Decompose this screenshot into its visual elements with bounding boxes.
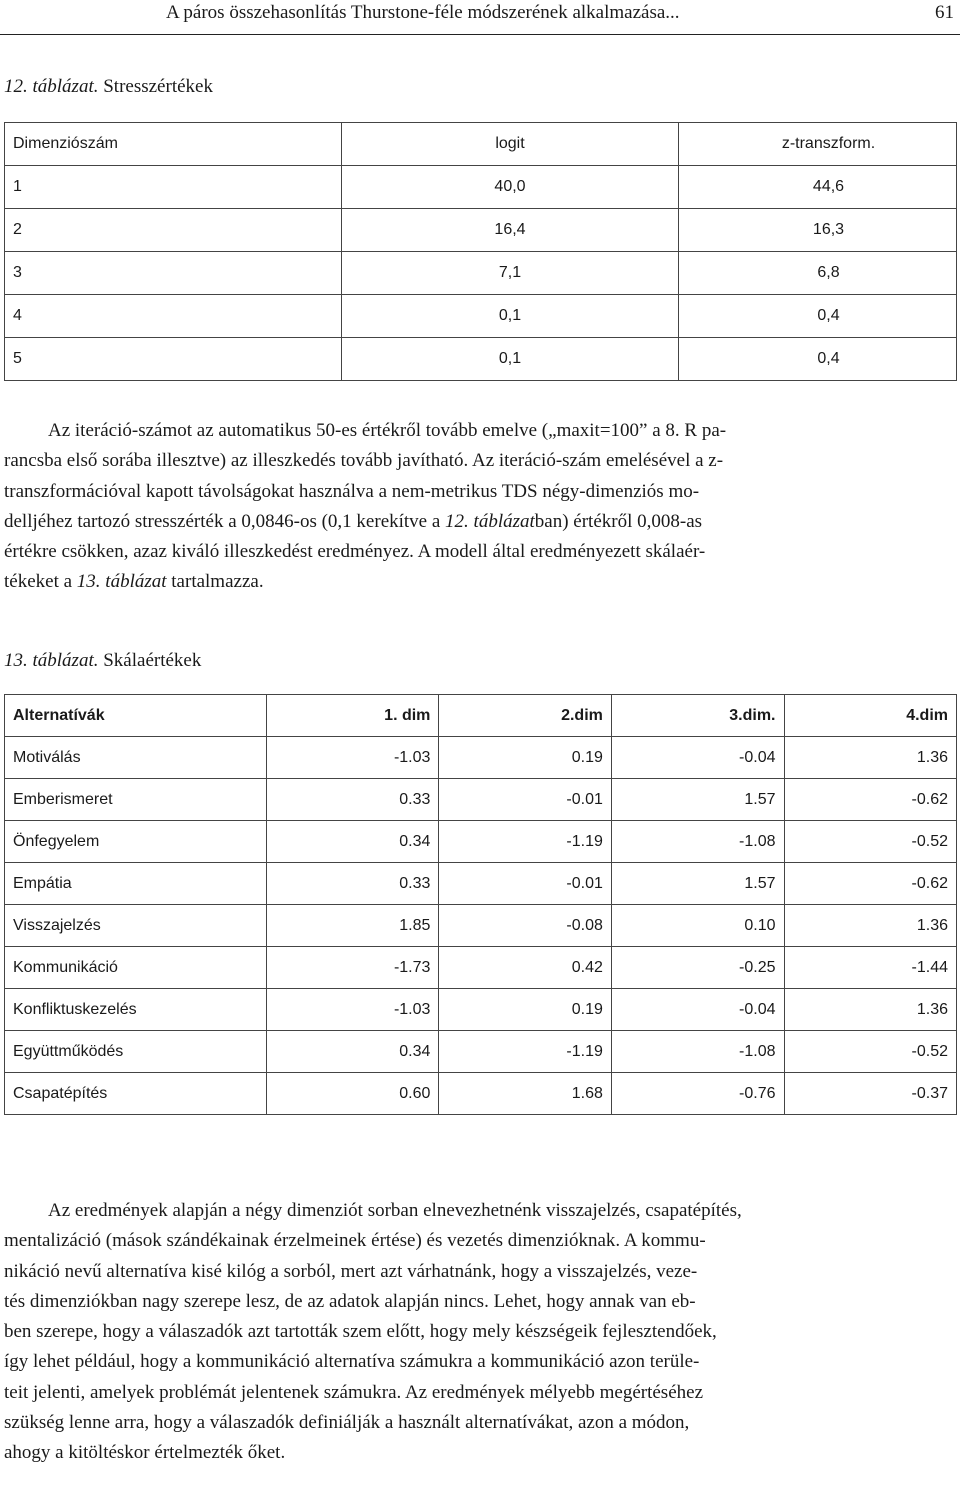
table-cell: 0.33 (267, 779, 439, 821)
table-cell: -0.76 (611, 1073, 784, 1115)
paragraph-results (4, 1196, 956, 1469)
text-line: nikáció nevű alternatíva kisé kilóg a sorból, mert azt várhatnánk, hogy a visszajelzés, veze- (4, 1260, 698, 1282)
table-cell: -0.62 (784, 779, 957, 821)
table-cell: 0.19 (439, 989, 611, 1031)
table-cell: 1.68 (439, 1073, 611, 1115)
table-reference: 13. táblázat (76, 571, 167, 593)
table-row (5, 737, 957, 779)
table-cell: 0.10 (611, 905, 784, 947)
text-line (4, 567, 956, 597)
table-cell: Visszajelzés (5, 905, 267, 947)
column-header: z-transzform. (679, 123, 957, 166)
table-cell: Csapatépítés (5, 1073, 267, 1115)
table-cell: -0.25 (611, 947, 784, 989)
table-cell: 16,4 (342, 209, 679, 252)
table-cell: 44,6 (679, 166, 957, 209)
table-cell: -0.52 (784, 1031, 957, 1073)
text-line: szükség lenne arra, hogy a válaszadók definiálják a használt alternatívákat, azon a módon, (4, 1412, 690, 1434)
text-line: rancsba első sorába illesztve) az illeszkedés tovább javítható. Az iteráció-szám emelésével a z- (4, 450, 724, 472)
page-number: 61 (935, 2, 954, 23)
table-cell: 0.34 (267, 1031, 439, 1073)
column-header: Alternatívák (5, 695, 267, 737)
table-cell: -0.04 (611, 737, 784, 779)
table-cell: 0,4 (679, 338, 957, 381)
table-cell: -0.01 (439, 863, 611, 905)
table-header-row (5, 123, 957, 166)
table-header-row (5, 695, 957, 737)
text-line (4, 507, 956, 537)
table-cell: -0.37 (784, 1073, 957, 1115)
table-row (5, 1031, 957, 1073)
text-line (4, 1196, 956, 1226)
table12-caption (4, 76, 213, 98)
table-cell: 2 (5, 209, 342, 252)
table-cell: Önfegyelem (5, 821, 267, 863)
column-header: logit (342, 123, 679, 166)
table-12-stress-values (4, 122, 957, 381)
table-row (5, 209, 957, 252)
table-cell: -1.08 (611, 821, 784, 863)
table-cell: 4 (5, 295, 342, 338)
table-reference: 12. táblázat (445, 510, 535, 532)
running-header (0, 0, 960, 35)
table-row (5, 166, 957, 209)
text-span: delljéhez tartozó stresszérték a 0,0846-os (0,1 kerekítve a (4, 510, 446, 532)
table-cell: Empátia (5, 863, 267, 905)
text-line: mentalizáció (mások szándékainak érzelmeinek értése) és vezetés dimenzióknak. A kommu- (4, 1230, 706, 1252)
text-line: teit jelenti, amelyek problémát jelentenek számukra. Az eredmények mélyebb megértéséhez (4, 1381, 704, 1403)
table-row (5, 1073, 957, 1115)
table13-caption (4, 650, 201, 672)
text-span: Az iteráció-számot az automatikus 50-es értékről tovább emelve („maxit=100” a 8. R pa- (48, 420, 727, 441)
table-cell: 0,1 (342, 295, 679, 338)
table-cell: Kommunikáció (5, 947, 267, 989)
table-cell: 1.36 (784, 905, 957, 947)
table-cell: 7,1 (342, 252, 679, 295)
table12-caption-text: Stresszértékek (103, 76, 213, 97)
table-cell: 1.36 (784, 989, 957, 1031)
paragraph-iteration (4, 416, 956, 598)
table-row (5, 338, 957, 381)
text-span: tékeket a (4, 571, 77, 593)
table-cell: -0.62 (784, 863, 957, 905)
table-cell: -1.19 (439, 821, 611, 863)
table-cell: -1.73 (267, 947, 439, 989)
table-cell: -0.04 (611, 989, 784, 1031)
text-line: ben szerepe, hogy a válaszadók azt tartották szem előtt, hogy mely készségeik fejlesztendőek, (4, 1321, 717, 1343)
table-cell: 0.60 (267, 1073, 439, 1115)
table-cell: 0.19 (439, 737, 611, 779)
table-row (5, 947, 957, 989)
table-cell: -1.03 (267, 989, 439, 1031)
running-head-title: A páros összehasonlítás Thurstone-féle módszerének alkalmazása... (166, 2, 680, 23)
table-cell: -1.08 (611, 1031, 784, 1073)
table-row (5, 863, 957, 905)
column-header: 1. dim (267, 695, 439, 737)
table-cell: Együttműködés (5, 1031, 267, 1073)
table-cell: 6,8 (679, 252, 957, 295)
table-cell: -0.01 (439, 779, 611, 821)
column-header: 2.dim (439, 695, 611, 737)
table-cell: 1 (5, 166, 342, 209)
table-row (5, 905, 957, 947)
table-cell: 5 (5, 338, 342, 381)
table-row (5, 295, 957, 338)
table-row (5, 989, 957, 1031)
table12-caption-number: 12. táblázat. (4, 76, 99, 97)
table-cell: 0.33 (267, 863, 439, 905)
text-line: ahogy a kitöltéskor értelmezték őket. (4, 1442, 286, 1464)
table-cell: -0.08 (439, 905, 611, 947)
column-header: Dimenziószám (5, 123, 342, 166)
column-header: 4.dim (784, 695, 957, 737)
table-cell: -1.03 (267, 737, 439, 779)
text-line (4, 416, 956, 446)
table-cell: -0.52 (784, 821, 957, 863)
table-cell: 40,0 (342, 166, 679, 209)
table13-caption-number: 13. táblázat. (4, 650, 99, 671)
table-cell: 0,4 (679, 295, 957, 338)
text-line: transzformációval kapott távolságokat használva a nem-metrikus TDS négy-dimenziós mo- (4, 480, 700, 502)
table-cell: 1.57 (611, 863, 784, 905)
table-cell: Motiválás (5, 737, 267, 779)
table-cell: -1.19 (439, 1031, 611, 1073)
text-line: így lehet például, hogy a kommunikáció alternatíva számukra a kommunikáció azon terüle- (4, 1351, 700, 1373)
table-cell: 1.85 (267, 905, 439, 947)
table-13-scale-values (4, 694, 957, 1115)
text-line: értékre csökken, azaz kiváló illeszkedést eredményez. A modell által eredményezett skálaér- (4, 541, 706, 563)
table-cell: -1.44 (784, 947, 957, 989)
table-cell: Konfliktuskezelés (5, 989, 267, 1031)
table-cell: 1.57 (611, 779, 784, 821)
text-span: tartalmazza. (166, 571, 264, 593)
table-cell: 3 (5, 252, 342, 295)
table-row (5, 252, 957, 295)
text-span: Az eredmények alapján a négy dimenziót sorban elnevezhetnénk visszajelzés, csapatépítés, (48, 1200, 742, 1221)
table-cell: 0.34 (267, 821, 439, 863)
table13-caption-text: Skálaértékek (103, 650, 202, 671)
column-header: 3.dim. (611, 695, 784, 737)
text-span: ban) értékről 0,008-as (534, 510, 703, 532)
table-cell: 16,3 (679, 209, 957, 252)
table-cell: 0.42 (439, 947, 611, 989)
table-cell: Emberismeret (5, 779, 267, 821)
table-cell: 0,1 (342, 338, 679, 381)
table-cell: 1.36 (784, 737, 957, 779)
table-row (5, 821, 957, 863)
text-line: tés dimenziókban nagy szerepe lesz, de az adatok alapján nincs. Lehet, hogy annak van eb- (4, 1290, 696, 1312)
table-row (5, 779, 957, 821)
